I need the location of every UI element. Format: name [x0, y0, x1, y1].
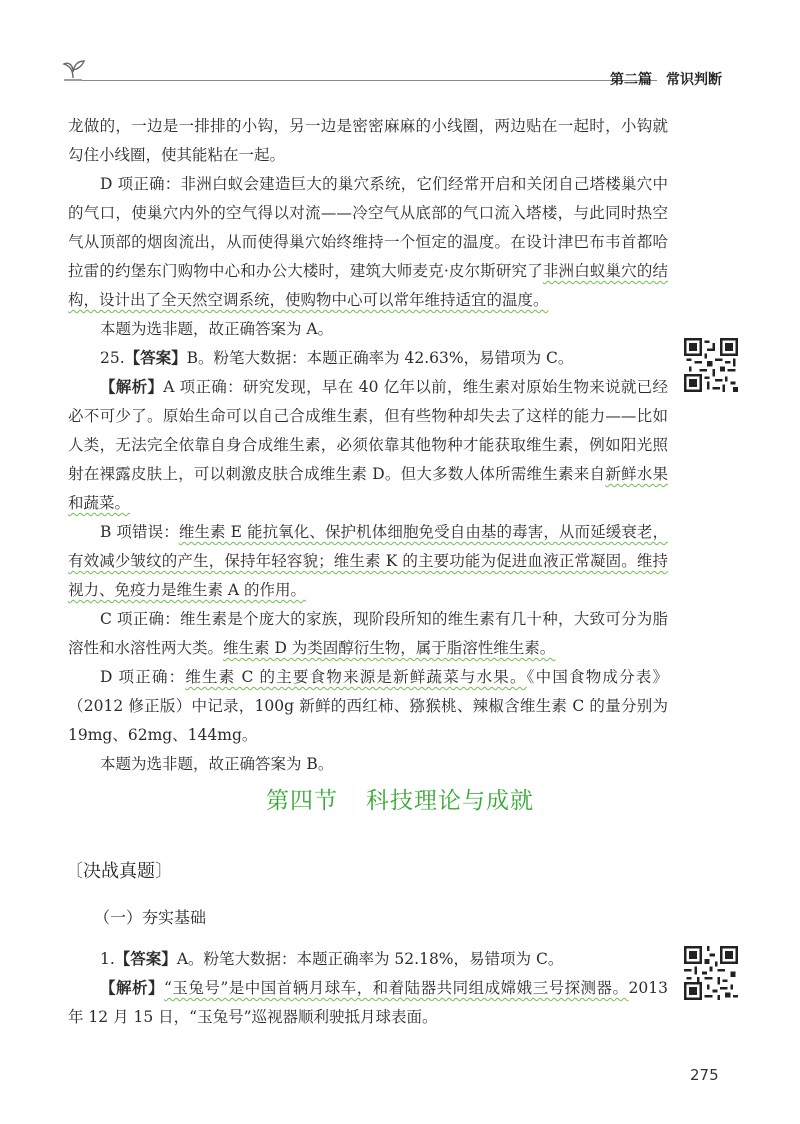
analysis-underlined: 新鲜水果和蔬菜。	[68, 465, 668, 512]
bracket-open: 〔	[65, 861, 83, 882]
answer-label: 【答案】	[114, 950, 177, 968]
question-25-analysis	[68, 373, 668, 518]
option-d-text: D 项正确：非洲白蚁会建造巨大的巢穴系统，它们经常开启和关闭自己塔楼巢穴中的气口，使巢穴内外的空气得以对流——冷空气从底部的气口流入塔楼，与此同时热空气从顶部的烟囱流出，从而使得巢穴始终维持一个恒定的温度。在设计津巴布韦首都哈拉雷的约堡东门购物中心和办公大楼时，建筑大师麦克·皮尔斯研究了	[68, 175, 668, 280]
analysis-text: 2013 年 12 月 15 日，“玉兔号”巡视器顺利驶抵月球表面。	[68, 979, 668, 1026]
answer-label: 【答案】	[124, 349, 187, 367]
answer-text: A。粉笔大数据：本题正确率为 52.18%，易错项为 C。	[176, 950, 564, 968]
answer-text: B。粉笔大数据：本题正确率为 42.63%，易错项为 C。	[186, 349, 574, 367]
page-number: 275	[690, 1066, 719, 1084]
question-25-answer	[68, 344, 668, 373]
option-b-paragraph	[68, 518, 668, 605]
running-header	[610, 69, 722, 89]
section-number: 第四节	[266, 788, 338, 814]
header-rule	[82, 80, 657, 81]
header-part: 第二篇	[610, 72, 652, 88]
analysis-text: A 项正确：研究发现，早在 40 亿年以前，维生素对原始生物来说就已经必不可少了。原始生命可以自己合成维生素，但有些物种却失去了这样的能力——比如人类，无法完全依靠自身合成维生素，必须依靠其他物种才能获取维生素，例如阳光照射在裸露皮肤上，可以刺激皮肤合成维生素 D。但大多数人体所需维生素来自	[68, 378, 668, 483]
answer-conclusion-24: 本题为选非题，故正确答案为 A。	[100, 320, 334, 338]
question-number: 25.	[100, 349, 125, 367]
option-d2-underlined: 维生素 C 的主要食物来源是新鲜蔬菜与水果。	[185, 668, 527, 686]
qr-code-icon[interactable]	[684, 338, 738, 392]
answer-conclusion-25: 本题为选非题，故正确答案为 B。	[100, 755, 334, 773]
option-c-paragraph	[68, 605, 668, 663]
option-d2-text: 《中国食物成分表》（2012 修正版）中记录，100g 新鲜的西红柿、猕猴桃、辣椒含维生素 C 的量分别为 19mg、62mg、144mg。	[68, 668, 668, 744]
sub-heading: （一）夯实基础	[94, 908, 207, 927]
subsection-heading	[65, 857, 173, 883]
question-1-block	[68, 945, 668, 1032]
section-title	[0, 782, 800, 815]
analysis-underlined: “玉兔号”是中国首辆月球车，和着陆器共同组成嫦娥三号探测器。	[163, 979, 629, 997]
option-c-text: C 项正确：维生素是个庞大的家族，现阶段所知的维生素有几十种，大致可分为脂溶性和水溶性两大类。	[68, 610, 668, 657]
paragraph-continued: 龙做的，一边是一排排的小钩，另一边是密密麻麻的小线圈，两边贴在一起时，小钩就勾住小线圈，使其能粘在一起。	[68, 117, 668, 164]
option-c-underlined: 维生素 D 为类固醇衍生物，属于脂溶性维生素。	[223, 639, 556, 657]
leaf-icon	[56, 48, 92, 84]
subsection-label: 决战真题	[83, 861, 155, 882]
option-d-underlined: 非洲白蚁巢穴的结构，设计出了全天然空调系统，使购物中心可以常年维持适宜的温度。	[68, 262, 668, 309]
header-title: 常识判断	[666, 72, 722, 88]
paragraph-option-d	[68, 170, 668, 315]
question-number: 1.	[100, 950, 115, 968]
section-name: 科技理论与成就	[366, 788, 534, 814]
qr-code-icon[interactable]	[684, 946, 738, 1000]
main-text	[68, 112, 668, 779]
analysis-label: 【解析】	[100, 979, 164, 997]
option-b-underlined: 维生素 E 能抗氧化、保护机体细胞免受自由基的毒害，从而延缓衰老，有效减少皱纹的产生，保持年轻容貌；维生素 K 的主要功能为促进血液正常凝固。维持视力、免疫力是维生素 A 的作用。	[68, 523, 668, 599]
option-d2-lead: D 项正确：	[100, 668, 186, 686]
option-d2-paragraph	[68, 663, 668, 750]
option-b-lead: B 项错误：	[100, 523, 179, 541]
question-1-answer	[68, 945, 668, 974]
question-1-analysis	[68, 974, 668, 1032]
analysis-label: 【解析】	[100, 378, 164, 396]
bracket-close: 〕	[155, 861, 173, 882]
